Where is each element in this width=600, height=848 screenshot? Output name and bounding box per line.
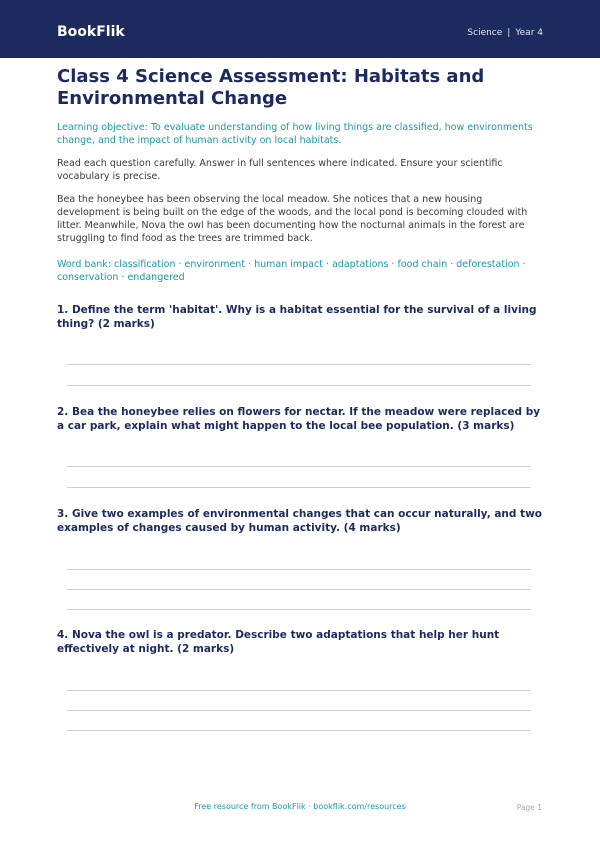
answer-line[interactable] (67, 730, 531, 731)
answer-line[interactable] (67, 609, 531, 610)
scenario-text: Bea the honeybee has been observing the local meadow. She notices that a new housing development is being built on the edge of the woods, and the local pond is becoming clouded with litter. Meanwhile, Nova the owl has been documenting how the nocturnal animals in the forest are struggling to find food as the trees are trimmed back. (57, 194, 528, 244)
question-1: 1. Define the term 'habitat'. Why is a habitat essential for the survival of a living thing? (2 marks) (57, 304, 537, 330)
footer-resource-link[interactable]: Free resource from BookFlik · bookflik.com/resources (194, 802, 406, 811)
page-title: Class 4 Science Assessment: Habitats and Environmental Change (57, 66, 485, 109)
brand-logo[interactable]: BookFlik (57, 24, 125, 40)
page-number: Page 1 (516, 803, 542, 812)
answer-line[interactable] (67, 487, 531, 488)
question-4: 4. Nova the owl is a predator. Describe two adaptations that help her hunt effectively at night. (2 marks) (57, 629, 500, 655)
subject-year-label (467, 28, 543, 38)
year-label: Year 4 (515, 28, 543, 38)
answer-line[interactable] (67, 589, 531, 590)
answer-line[interactable] (67, 690, 531, 691)
subject-label: Science (467, 28, 503, 38)
learning-objective: Learning objective: To evaluate understanding of how living things are classified, how environments change, and the impact of human activity on local habitats. (57, 122, 533, 146)
header-bar (0, 0, 600, 58)
answer-line[interactable] (67, 569, 531, 570)
question-3: 3. Give two examples of environmental changes that can occur naturally, and two examples of changes caused by human activity. (4 marks) (57, 508, 543, 534)
instructions-text: Read each question carefully. Answer in full sentences where indicated. Ensure your scientific vocabulary is precise. (57, 158, 503, 182)
answer-line[interactable] (67, 466, 531, 467)
answer-line[interactable] (67, 710, 531, 711)
answer-line[interactable] (67, 364, 531, 365)
word-bank: Word bank: classification · environment · human impact · adaptations · food chain · deforestation · conservation · endangered (57, 259, 526, 283)
answer-line[interactable] (67, 385, 531, 386)
question-2: 2. Bea the honeybee relies on flowers for nectar. If the meadow were replaced by a car park, explain what might happen to the local bee population. (3 marks) (57, 406, 541, 432)
header-separator: | (507, 28, 511, 38)
